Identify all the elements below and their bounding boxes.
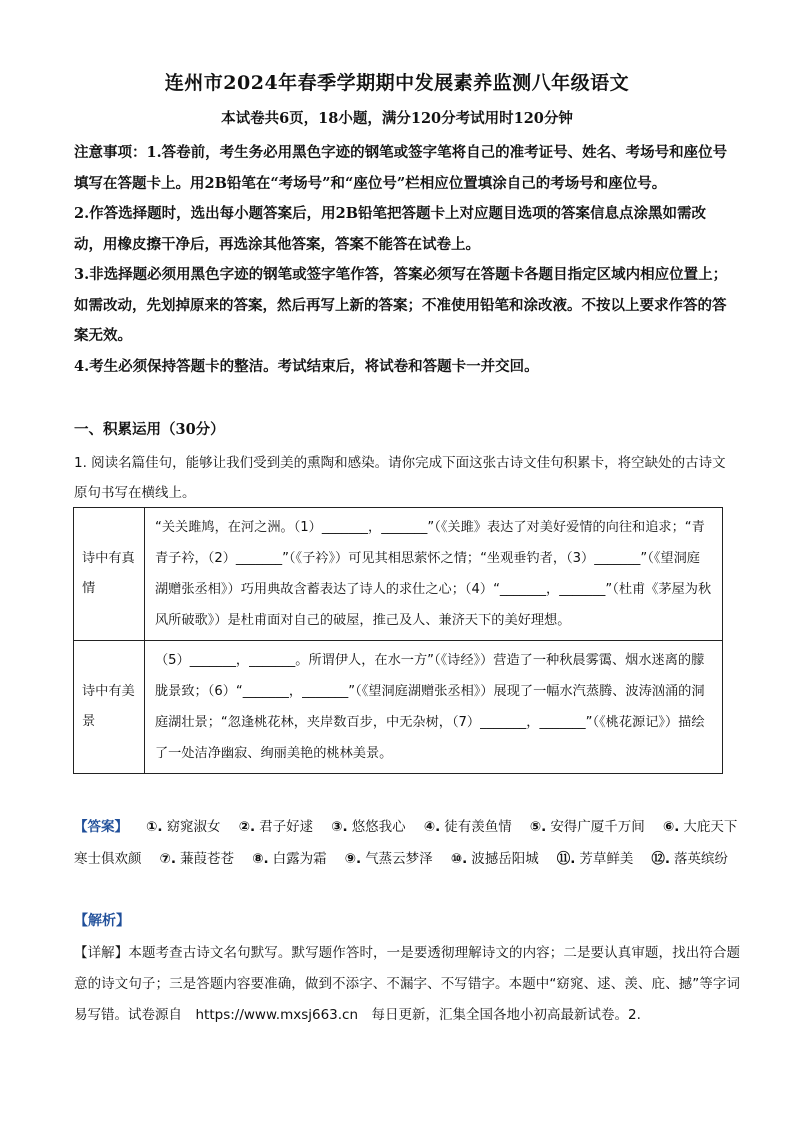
answer-text: 落英缤纷 bbox=[674, 850, 729, 867]
answer-text: 气蒸云梦泽 bbox=[365, 850, 433, 867]
answer-number: ⑩. bbox=[450, 850, 468, 867]
answer-text: 悠悠我心 bbox=[351, 819, 406, 835]
notice-item-2: 2.作答选择题时，选出每小题答案后，用2B铅笔把答题卡上对应题目选项的答案信息点涂黑如需改动，用橡皮擦干净后，再选涂其他答案，答案不能答在试卷上。 bbox=[74, 205, 706, 253]
notice-item-1: 注意事项：1.答卷前，考生务必用黑色字迹的钢笔或签字笔将自己的准考证号、姓名、考场号和座位号填写在答题卡上。用2B铅笔在“考场号”和“座位号”栏相应位置填涂自己的考场号和座位号。 bbox=[74, 144, 728, 192]
answer-text: 窈窕淑女 bbox=[166, 819, 221, 835]
row-label: 诗中有美景 bbox=[74, 641, 145, 774]
answer-block bbox=[74, 812, 738, 875]
page-number: 2. bbox=[628, 1007, 641, 1023]
detail-tag: 【详解】 bbox=[74, 945, 129, 961]
notice-block bbox=[74, 138, 734, 382]
exam-subtitle: 本试卷共6页，18小题，满分120分考试用时120分钟 bbox=[221, 110, 573, 127]
poem-card-table bbox=[73, 507, 723, 774]
notice-item-3: 3.非选择题必须用黑色字迹的钢笔或签字笔作答，答案必须写在答题卡各题目指定区域内相应位置上；如需改动，先划掉原来的答案，然后再写上新的答案；不准使用铅笔和涂改液。不按以上要求作答的答案无效。 bbox=[74, 266, 728, 344]
answer-number: ①. bbox=[146, 819, 163, 835]
answer-text: 芳草鲜美 bbox=[579, 850, 634, 867]
row-label: 诗中有真情 bbox=[74, 508, 145, 641]
answer-number: ⑨. bbox=[344, 850, 362, 867]
answer-number: ⑪. bbox=[556, 850, 576, 867]
answer-text: 君子好逑 bbox=[259, 819, 314, 835]
answer-text: 波撼岳阳城 bbox=[471, 850, 539, 867]
exam-title: 连州市2024年春季学期期中发展素养监测八年级语文 bbox=[164, 72, 630, 94]
table-row bbox=[74, 508, 723, 641]
section-heading: 一、积累运用（30分） bbox=[74, 421, 225, 438]
answer-text: 大庇天下寒士俱欢颜 bbox=[74, 819, 738, 867]
answer-number: ③. bbox=[331, 819, 348, 835]
answer-tag: 【答案】 bbox=[74, 819, 128, 835]
table-row bbox=[74, 641, 723, 774]
row-text: “关关雎鸠，在河之洲。（1）_______，_______”（《关雎》表达了对美好爱情的向往和追求；“青青子衿，（2）_______”（《子衿》）可见其相思萦怀之情；“坐观垂钓者，（3）_______”（《望洞庭湖赠张丞相》）巧用典故含蓄表达了诗人的求仕之心；（4）“_______，_______”（杜甫《茅屋为秋风所破歌》）是杜甫面对自己的破屋，推己及人、兼济天下的美好理想。 bbox=[145, 508, 723, 641]
answer-list bbox=[74, 819, 737, 867]
question-1-stem: 1. 阅读名篇佳句，能够让我们受到美的熏陶和感染。请你完成下面这张古诗文佳句积累卡，将空缺处的古诗文原句书写在横线上。 bbox=[74, 455, 726, 501]
analysis-tag: 【解析】 bbox=[74, 913, 130, 929]
answer-text: 蒹葭苍苍 bbox=[180, 850, 235, 867]
answer-number: ⑦. bbox=[159, 850, 177, 867]
answer-number: ④. bbox=[423, 819, 441, 835]
detail-block bbox=[74, 938, 740, 1031]
answer-number: ⑫. bbox=[651, 850, 671, 867]
detail-text: 本题考查古诗文名句默写。默写题作答时，一是要透彻理解诗文的内容；二是要认真审题，找出符合题意的诗文句子；三是答题内容要准确，做到不添字、不漏字、不写错字。本题中“窈窕、逑、羡、庇、撼”等字词易写错。试卷源自 https://www.mxsj663.cn 每日更新，汇集全国各地小初高最新试卷。 bbox=[74, 945, 740, 1023]
answer-number: ⑧. bbox=[252, 850, 269, 867]
answer-text: 安得广厦千万间 bbox=[550, 819, 645, 835]
answer-text: 白露为霜 bbox=[272, 850, 327, 867]
answer-text: 徒有羡鱼情 bbox=[444, 819, 512, 835]
row-text: （5）_______，_______。所谓伊人，在水一方”（《诗经》）营造了一种秋晨雾霭、烟水迷离的朦胧景致；（6）“_______，_______”（《望洞庭湖赠张丞相》）展现了一幅水汽蒸腾、波涛汹涌的洞庭湖壮景；“忽逢桃花林，夹岸数百步，中无杂树，（7）_______，_______”（《桃花源记》）描绘了一处洁净幽寂、绚丽美艳的桃林美景。 bbox=[145, 641, 723, 774]
answer-number: ⑤. bbox=[529, 819, 547, 835]
answer-number: ②. bbox=[238, 819, 256, 835]
notice-item-4: 4.考生必须保持答题卡的整洁。考试结束后，将试卷和答题卡一并交回。 bbox=[74, 357, 539, 375]
answer-number: ⑥. bbox=[662, 819, 680, 835]
